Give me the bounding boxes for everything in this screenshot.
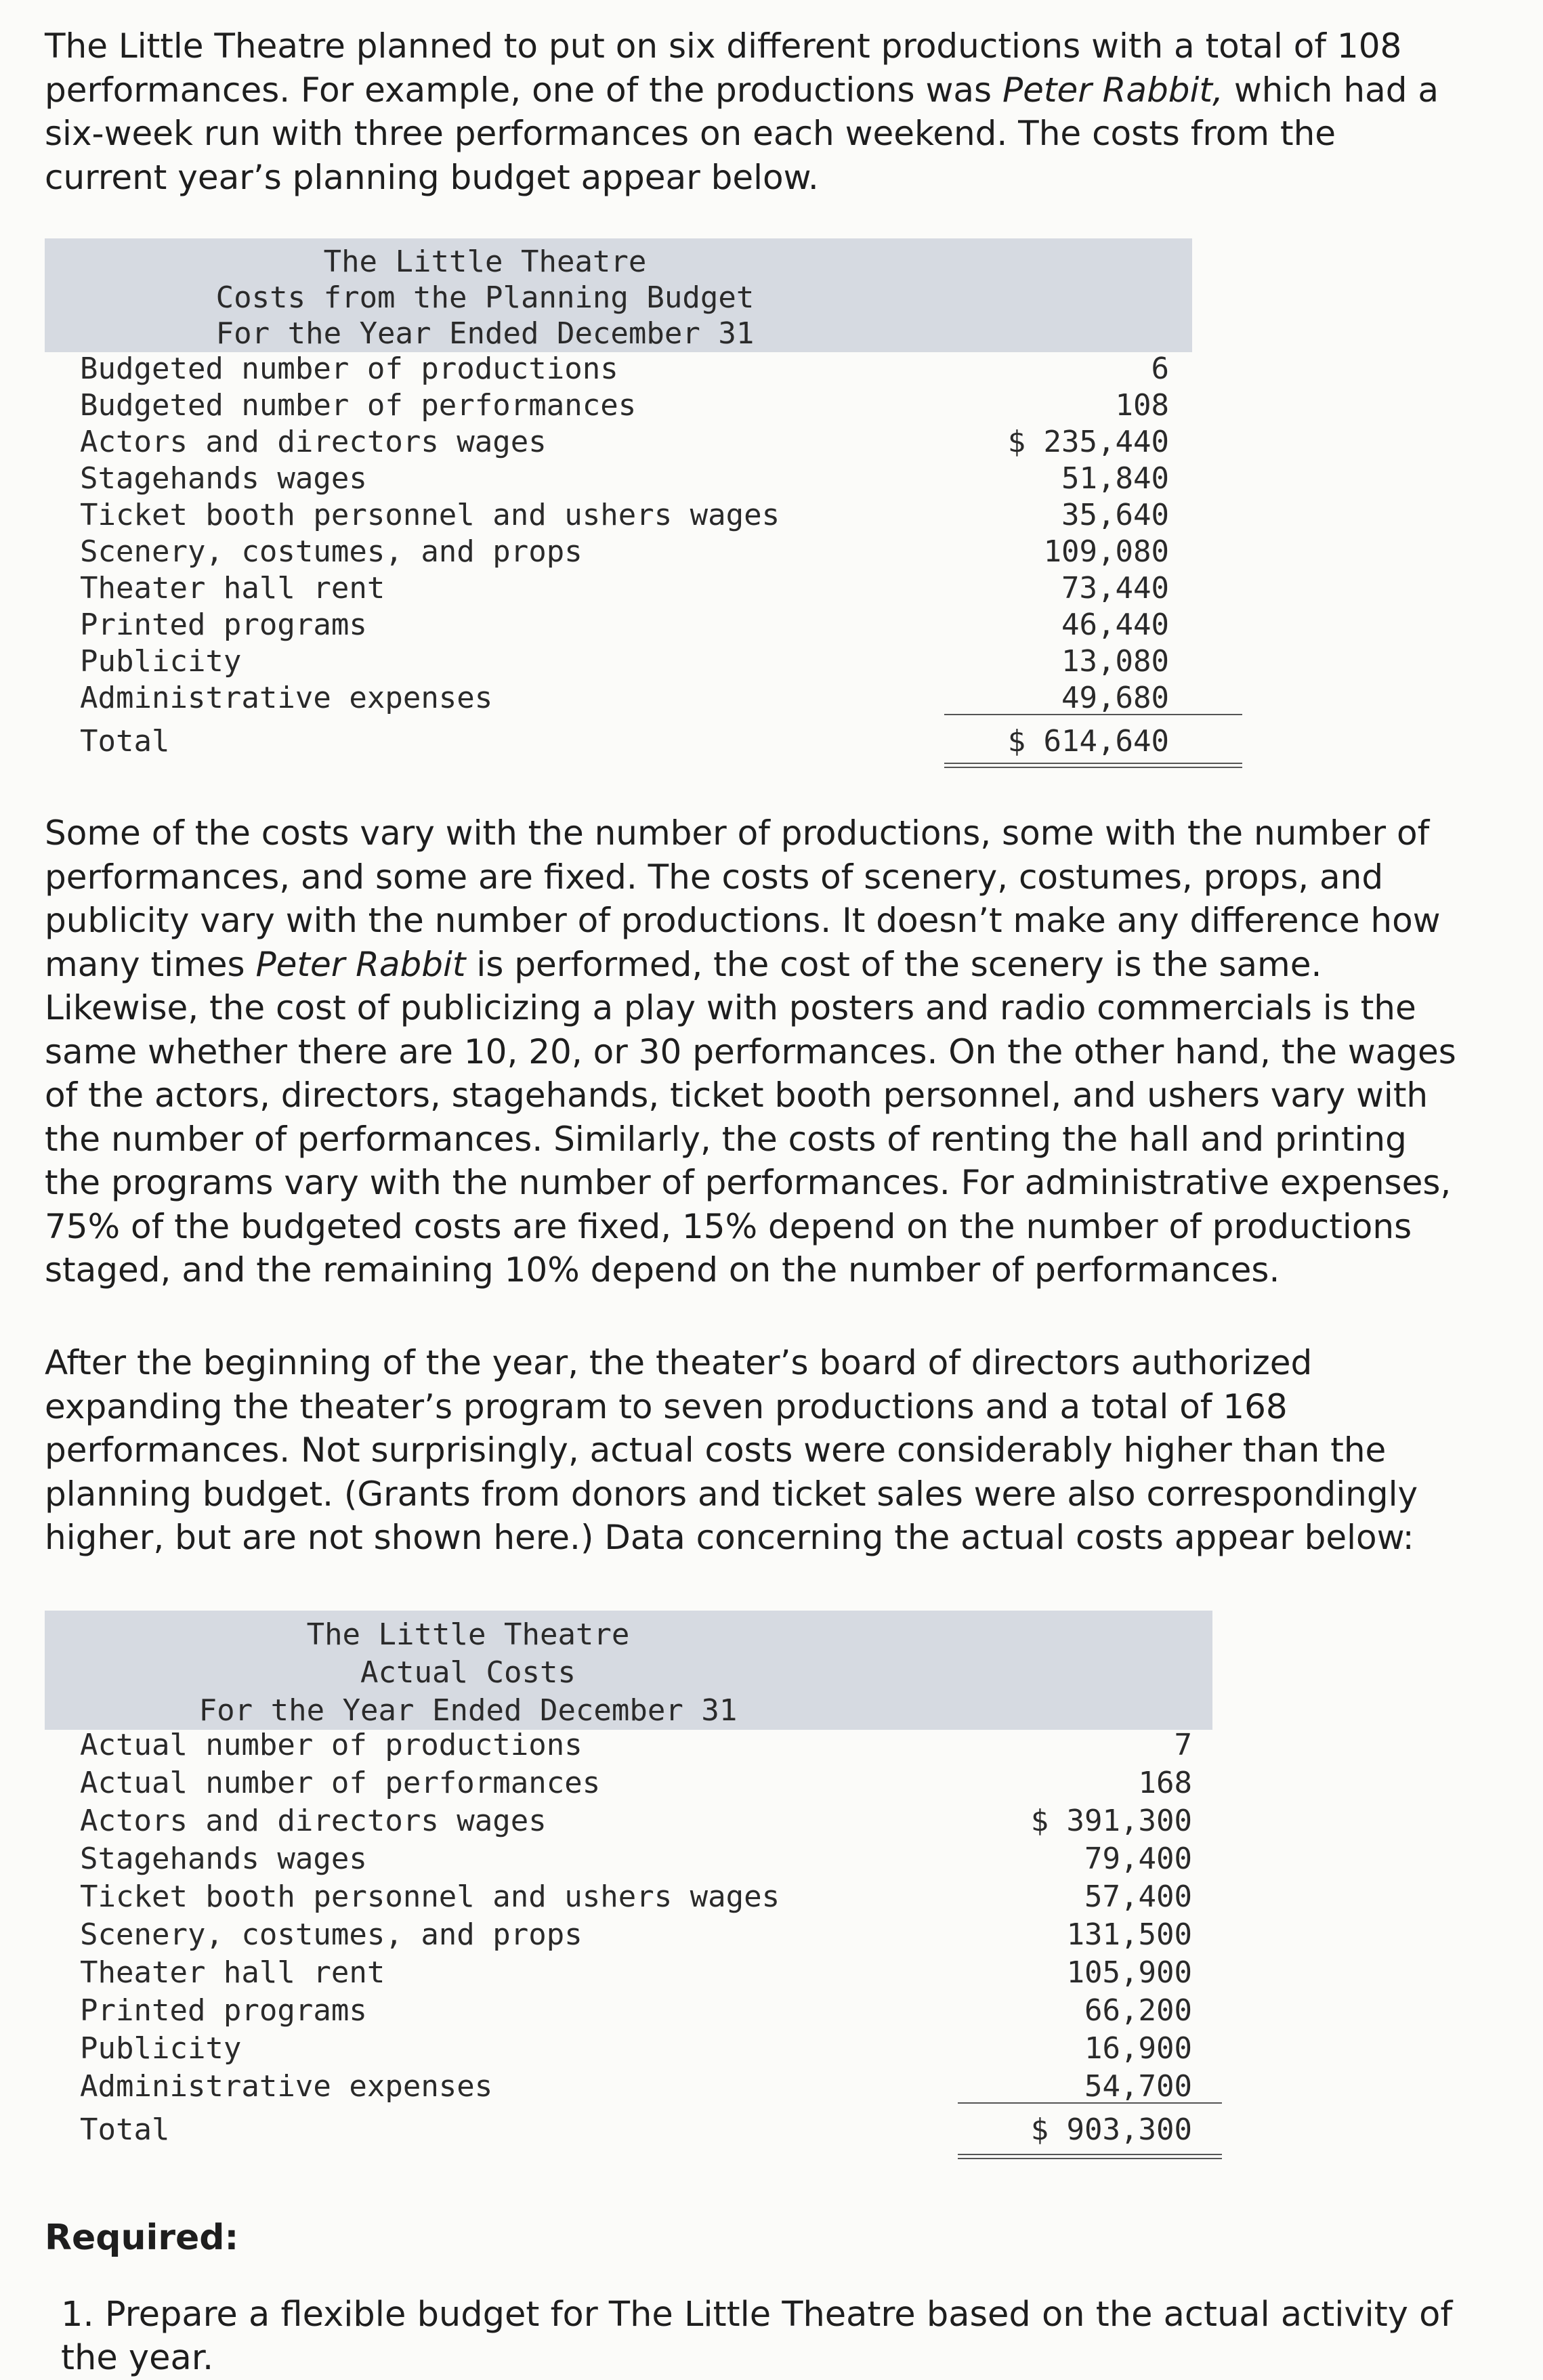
- row-label: Budgeted number of performances: [80, 388, 637, 423]
- table-row: [45, 1803, 1223, 1840]
- cost-behavior-title-peter-rabbit: Peter Rabbit: [255, 944, 466, 984]
- subtotal-rule: [958, 2102, 1222, 2104]
- table-row: [45, 424, 1196, 461]
- row-value: 46,440: [1061, 608, 1169, 642]
- cost-behavior-paragraph: [45, 811, 1460, 1292]
- table-row: [45, 643, 1196, 680]
- row-value: 105,900: [1066, 1955, 1192, 1990]
- actual-costs-header-line: The Little Theatre: [306, 1617, 630, 1652]
- row-label: Stagehands wages: [80, 461, 367, 496]
- row-label: Actors and directors wages: [80, 1804, 547, 1838]
- table-row: [45, 2031, 1223, 2067]
- row-label: Theater hall rent: [80, 1955, 385, 1990]
- intro-paragraph: [45, 24, 1460, 199]
- total-value: $ 903,300: [1030, 2112, 1192, 2147]
- row-label: Scenery, costumes, and props: [80, 1917, 583, 1952]
- planning-budget-header-line: The Little Theatre: [323, 245, 647, 279]
- total-row: [45, 2112, 1223, 2148]
- row-label: Scenery, costumes, and props: [80, 534, 583, 569]
- intro-title-peter-rabbit: Peter Rabbit,: [1002, 70, 1223, 110]
- subtotal-rule: [944, 714, 1242, 715]
- planning-budget-table: [45, 238, 1196, 773]
- planning-budget-header: [45, 238, 1192, 352]
- row-label: Administrative expenses: [80, 681, 493, 715]
- row-value: 7: [1174, 1728, 1192, 1762]
- table-row: [45, 1917, 1223, 1953]
- row-value: 16,900: [1084, 2031, 1192, 2066]
- row-label: Ticket booth personnel and ushers wages: [80, 498, 780, 532]
- table-row: [45, 1879, 1223, 1915]
- planning-budget-header-line: Costs from the Planning Budget: [215, 280, 755, 315]
- table-row: [45, 497, 1196, 534]
- row-value: 108: [1115, 388, 1169, 423]
- table-row: [45, 461, 1196, 497]
- row-label: Ticket booth personnel and ushers wages: [80, 1879, 780, 1914]
- actual-costs-header: [45, 1611, 1212, 1730]
- total-double-rule: [944, 763, 1242, 768]
- row-label: Budgeted number of productions: [80, 352, 618, 386]
- total-double-rule: [958, 2154, 1222, 2159]
- row-value: 109,080: [1043, 534, 1169, 569]
- total-value: $ 614,640: [1007, 724, 1169, 759]
- total-row: [45, 723, 1196, 760]
- total-label: Total: [80, 2112, 170, 2147]
- row-value: 35,640: [1061, 498, 1169, 532]
- row-label: Printed programs: [80, 1993, 367, 2028]
- row-value: 131,500: [1066, 1917, 1192, 1952]
- required-item-1: 1. Prepare a flexible budget for The Little Theatre based on the actual activity of the year.: [61, 2295, 1453, 2378]
- cost-behavior-text-2: is performed, the cost of the scenery is the same. Likewise, the cost of publicizing a play with posters and radio commercials is the same whether there are 10, 20, or 30 performances. On the other hand, the wages of the actors, directors, stagehands, ticket booth personnel, and ushers vary with the number of performances. Similarly, the costs of renting the hall and printing the programs vary with the number of performances. For administrative expenses, 75% of the budgeted costs are fixed, 15% depend on the number of productions staged, and the remaining 10% depend on the number of performances.: [45, 944, 1456, 1290]
- intro-text-2: which had a six-week run with three performances on each weekend. The costs from the current year’s planning budget appear below.: [45, 70, 1439, 197]
- table-row: [45, 534, 1196, 570]
- planning-budget-header-line: For the Year Ended December 31: [215, 316, 755, 351]
- row-value: 168: [1138, 1766, 1192, 1800]
- row-label: Actual number of performances: [80, 1766, 601, 1800]
- row-value: $ 235,440: [1007, 425, 1169, 459]
- table-row: [45, 570, 1196, 607]
- row-value: 49,680: [1061, 681, 1169, 715]
- row-value: 73,440: [1061, 571, 1169, 605]
- row-value: 6: [1151, 352, 1169, 386]
- row-value: 66,200: [1084, 1993, 1192, 2028]
- table-row: [45, 351, 1196, 387]
- row-label: Actual number of productions: [80, 1728, 583, 1762]
- actual-activity-paragraph: After the beginning of the year, the theater’s board of directors authorized expanding the theater’s program to seven productions and a total of 168 performances. Not surprisingly, actual costs were considerably higher than the planning budget. (Grants from donors and ticket sales were also correspondingly higher, but are not shown here.) Data concerning the actual costs appear below:: [45, 1343, 1418, 1557]
- row-label: Printed programs: [80, 608, 367, 642]
- row-label: Stagehands wages: [80, 1842, 367, 1876]
- table-row: [45, 680, 1196, 717]
- table-row: [45, 1765, 1223, 1802]
- row-value: $ 391,300: [1030, 1804, 1192, 1838]
- row-value: 51,840: [1061, 461, 1169, 496]
- table-row: [45, 1993, 1223, 2029]
- row-label: Actors and directors wages: [80, 425, 547, 459]
- table-row: [45, 1727, 1223, 1764]
- row-value: 57,400: [1084, 1879, 1192, 1914]
- row-label: Theater hall rent: [80, 571, 385, 605]
- row-label: Publicity: [80, 2031, 242, 2066]
- table-row: [45, 607, 1196, 643]
- actual-costs-header-line: For the Year Ended December 31: [198, 1693, 738, 1728]
- row-value: 13,080: [1061, 644, 1169, 679]
- table-row: [45, 1841, 1223, 1877]
- table-row: [45, 387, 1196, 424]
- row-label: Publicity: [80, 644, 242, 679]
- cost-behavior-text-1: Some of the costs vary with the number of productions, some with the number of performances, and some are fixed. The costs of scenery, costumes, props, and publicity vary with the number of productions. It doesn’t make any difference how many times: [45, 813, 1441, 984]
- row-label: Administrative expenses: [80, 2069, 493, 2104]
- total-label: Total: [80, 724, 170, 759]
- row-value: 79,400: [1084, 1842, 1192, 1876]
- row-value: 54,700: [1084, 2069, 1192, 2104]
- intro-text-1: The Little Theatre planned to put on six different productions with a total of 108 performances. For example, one of the productions was: [45, 26, 1402, 110]
- table-row: [45, 1955, 1223, 1991]
- actual-costs-header-line: Actual Costs: [360, 1655, 576, 1690]
- actual-costs-table: [45, 1611, 1223, 2166]
- required-heading: Required:: [45, 2217, 239, 2258]
- table-row: [45, 2068, 1223, 2105]
